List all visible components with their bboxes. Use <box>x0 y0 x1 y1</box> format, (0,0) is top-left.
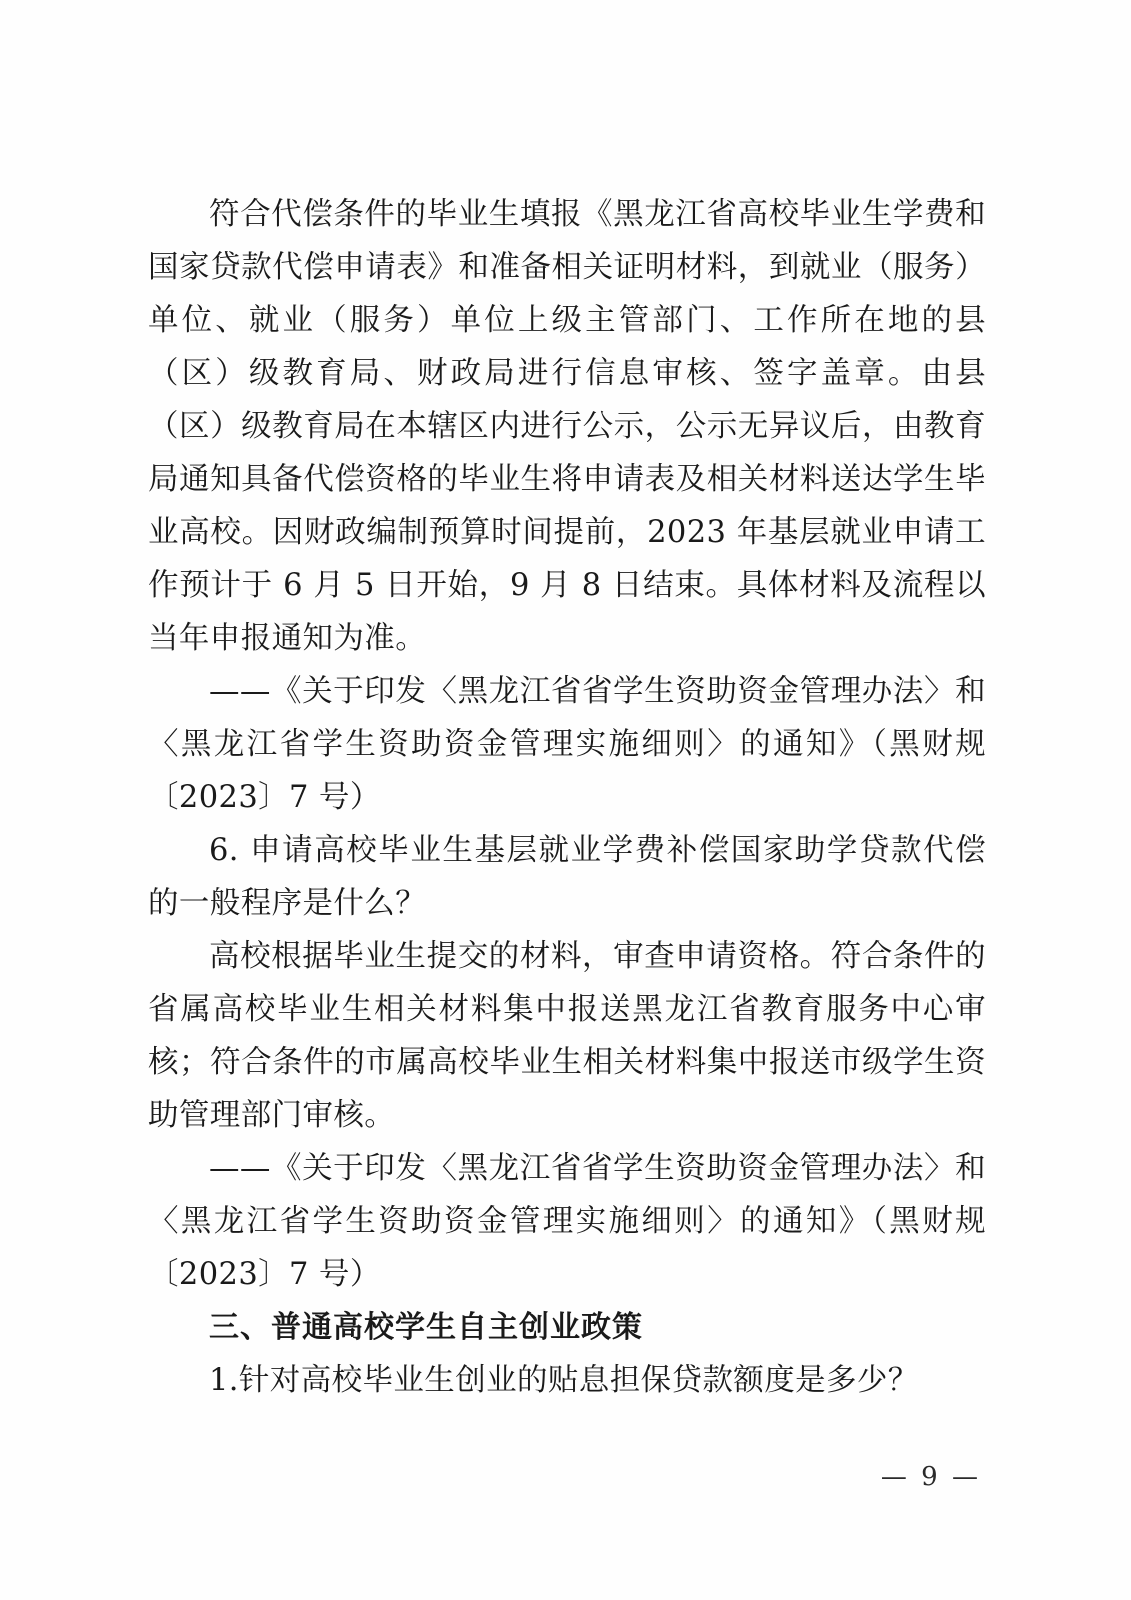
paragraph-body-1: 符合代偿条件的毕业生填报《黑龙江省高校毕业生学费和国家贷款代偿申请表》和准备相关证明材料，到就业（服务）单位、就业（服务）单位上级主管部门、工作所在地的县（区）级教育局、财政局进行信息审核、签字盖章。由县（区）级教育局在本辖区内进行公示，公示无异议后，由教育局通知具备代偿资格的毕业生将申请表及相关材料送达学生毕业高校。因财政编制预算时间提前，2023 年基层就业申请工作预计于 6 月 5 日开始，9 月 8 日结束。具体材料及流程以当年申报通知为准。 <box>148 197 986 656</box>
page-number: — 9 — <box>880 1462 981 1492</box>
paragraph-body-2: 高校根据毕业生提交的材料，审查申请资格。符合条件的省属高校毕业生相关材料集中报送黑龙江省教育服务中心审核；符合条件的市属高校毕业生相关材料集中报送市级学生资助管理部门审核。 <box>148 939 986 1133</box>
paragraph-citation-2: ——《关于印发〈黑龙江省省学生资助资金管理办法〉和〈黑龙江省学生资助资金管理实施细则〉的通知》（黑财规〔2023〕7 号） <box>148 1151 986 1292</box>
paragraph-question-6: 6. 申请高校毕业生基层就业学费补偿国家助学贷款代偿的一般程序是什么？ <box>148 833 986 921</box>
section-heading-three: 三、普通高校学生自主创业政策 <box>209 1310 643 1345</box>
paragraph-citation-1: ——《关于印发〈黑龙江省省学生资助资金管理办法〉和〈黑龙江省学生资助资金管理实施细则〉的通知》（黑财规〔2023〕7 号） <box>148 674 986 815</box>
page-content <box>148 188 986 1407</box>
paragraph-question-1: 1.针对高校毕业生创业的贴息担保贷款额度是多少？ <box>209 1363 919 1398</box>
